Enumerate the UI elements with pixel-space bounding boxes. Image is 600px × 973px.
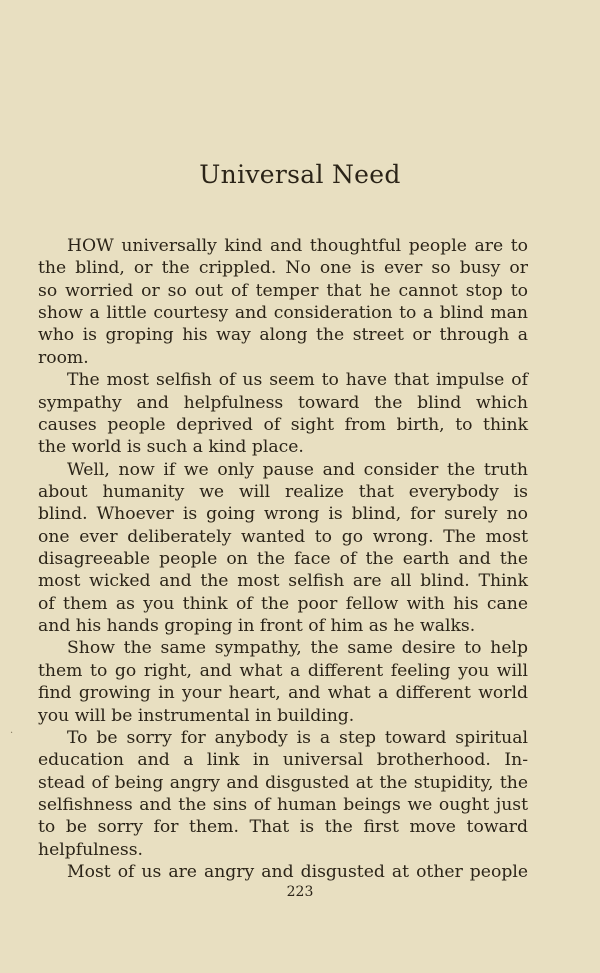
text-line: of them as you think of the poor fellow with his cane (38, 593, 528, 614)
text-line: about humanity we will realize that everybody is (38, 481, 528, 502)
text-line: who is groping his way along the street or through a (38, 325, 528, 346)
text-line: the blind, or the crippled. No one is ever so busy or (38, 258, 528, 279)
text-line: stead of being angry and disgusted at the stupidity, the (38, 772, 528, 793)
text-line: sympathy and helpfulness toward the blind which (38, 392, 528, 413)
text-line: Most of us are angry and disgusted at other people (67, 862, 528, 883)
text-line: find growing in your heart, and what a different world (38, 683, 528, 704)
text-line: helpfulness. (38, 839, 144, 860)
text-line: to be sorry for them. That is the first move toward (38, 817, 528, 838)
text-line: To be sorry for anybody is a step toward spiritual (67, 727, 528, 748)
text-line: room. (38, 347, 89, 368)
text-line: HOW universally kind and thoughtful people are to (67, 236, 528, 256)
text-line: blind. Whoever is going wrong is blind, for surely no (38, 504, 528, 525)
text-line: causes people deprived of sight from birth, to think (38, 414, 528, 435)
text-line: disagreeable people on the face of the earth and the (38, 549, 528, 570)
text-line: Well, now if we only pause and consider the truth (67, 459, 528, 480)
text-line: The most selfish of us seem to have that impulse of (67, 370, 528, 391)
text-line: show a little courtesy and consideration to a blind man (38, 303, 528, 324)
text-line: so worried or so out of temper that he cannot stop to (38, 280, 528, 301)
text-line: you will be instrumental in building. (38, 705, 355, 726)
page-title: Universal Need (199, 160, 401, 189)
text-line: them to go right, and what a different feeling you will (38, 660, 528, 681)
text-line: most wicked and the most selfish are all blind. Think (38, 571, 528, 592)
text-line: education and a link in universal brotherhood. In- (38, 750, 528, 771)
text-line: the world is such a kind place. (38, 437, 304, 458)
text-line: one ever deliberately wanted to go wrong. The most (38, 526, 528, 547)
page-number: 223 (286, 884, 314, 900)
text-line: and his hands groping in front of him as he walks. (38, 616, 476, 637)
scan-speck: · (10, 728, 14, 739)
body-text (38, 235, 528, 883)
text-line: selfishness and the sins of human beings we ought just (38, 794, 528, 815)
text-line: Show the same sympathy, the same desire to help (67, 638, 528, 659)
